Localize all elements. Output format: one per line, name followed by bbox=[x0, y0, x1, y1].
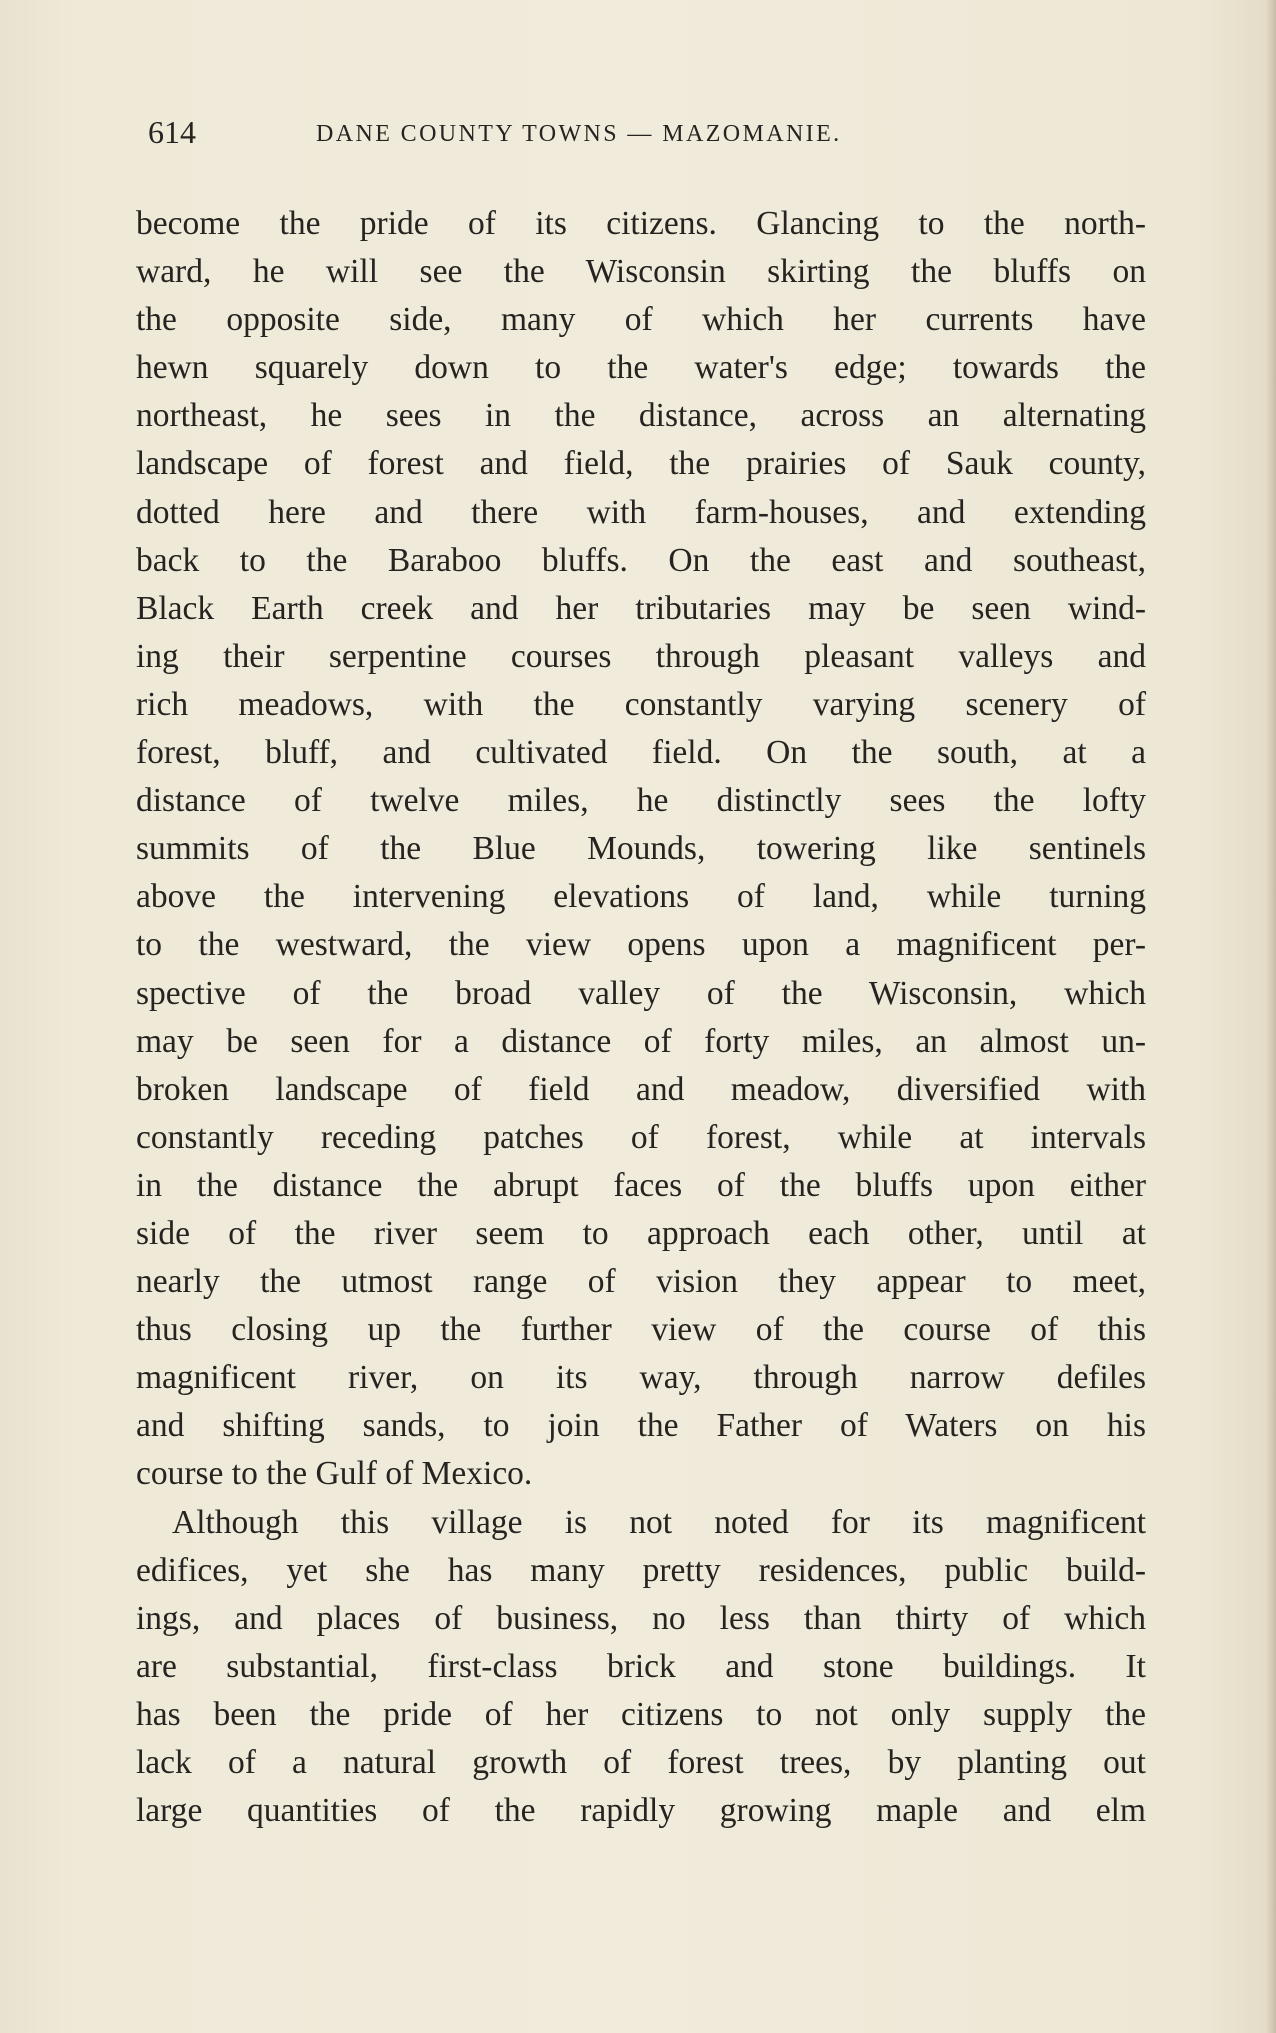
text-line: forest, bluff, and cultivated field. On the south, at a bbox=[136, 734, 1146, 772]
text-line: ing their serpentine courses through pleasant valleys and bbox=[136, 637, 1146, 675]
text-line: summits of the Blue Mounds, towering like sentinels bbox=[136, 830, 1146, 868]
text-line: Black Earth creek and her tributaries may be seen wind- bbox=[136, 589, 1146, 627]
text-line: landscape of forest and field, the prairies of Sauk county, bbox=[136, 445, 1146, 483]
paragraph-1 bbox=[136, 200, 1146, 1499]
text-line: northeast, he sees in the distance, across an alternating bbox=[136, 397, 1146, 435]
text-line: constantly receding patches of forest, while at intervals bbox=[136, 1118, 1146, 1156]
text-line: become the pride of its citizens. Glancing to the north- bbox=[136, 205, 1146, 242]
text-line: may be seen for a distance of forty miles, an almost un- bbox=[136, 1022, 1146, 1060]
text-line: thus closing up the further view of the course of this bbox=[136, 1311, 1146, 1349]
page-edge-shadow bbox=[1266, 0, 1276, 2033]
text-line: rich meadows, with the constantly varying scenery of bbox=[136, 685, 1146, 723]
text-line: nearly the utmost range of vision they appear to meet, bbox=[136, 1263, 1146, 1301]
text-line: dotted here and there with farm-houses, and extending bbox=[136, 493, 1146, 531]
text-line: course to the Gulf of Mexico. bbox=[136, 1455, 533, 1493]
text-line: lack of a natural growth of forest trees, by planting out bbox=[136, 1744, 1146, 1781]
text-line: Although this village is not noted for its magnificent bbox=[172, 1503, 1146, 1541]
text-line: distance of twelve miles, he distinctly sees the lofty bbox=[136, 782, 1146, 820]
text-line: to the westward, the view opens upon a magnificent per- bbox=[136, 926, 1146, 964]
text-line: has been the pride of her citizens to not only supply the bbox=[136, 1695, 1146, 1733]
text-line: spective of the broad valley of the Wisconsin, which bbox=[136, 974, 1146, 1012]
text-line: broken landscape of field and meadow, diversified with bbox=[136, 1070, 1146, 1108]
text-line: in the distance the abrupt faces of the bluffs upon either bbox=[136, 1166, 1146, 1204]
text-line: edifices, yet she has many pretty residences, public build- bbox=[136, 1551, 1146, 1589]
text-line: hewn squarely down to the water's edge; towards the bbox=[136, 349, 1146, 387]
paragraph-2 bbox=[136, 1499, 1146, 1836]
text-line: magnificent river, on its way, through narrow defiles bbox=[136, 1359, 1146, 1397]
text-line: ward, he will see the Wisconsin skirting the bluffs on bbox=[136, 253, 1146, 291]
text-line: and shifting sands, to join the Father of Waters on his bbox=[136, 1407, 1146, 1445]
body-text bbox=[136, 200, 1146, 1835]
text-line: above the intervening elevations of land, while turning bbox=[136, 878, 1146, 916]
page-number: 614 bbox=[148, 114, 196, 150]
running-title: DANE COUNTY TOWNS — MAZOMANIE. bbox=[316, 121, 842, 147]
page-header bbox=[148, 112, 1138, 152]
text-line: are substantial, first-class brick and stone buildings. It bbox=[136, 1647, 1146, 1685]
text-line: side of the river seem to approach each other, until at bbox=[136, 1214, 1146, 1252]
text-line: ings, and places of business, no less than thirty of which bbox=[136, 1599, 1146, 1637]
text-line: large quantities of the rapidly growing maple and elm bbox=[136, 1792, 1146, 1830]
text-line: the opposite side, many of which her currents have bbox=[136, 301, 1146, 339]
text-line: back to the Baraboo bluffs. On the east and southeast, bbox=[136, 541, 1146, 579]
